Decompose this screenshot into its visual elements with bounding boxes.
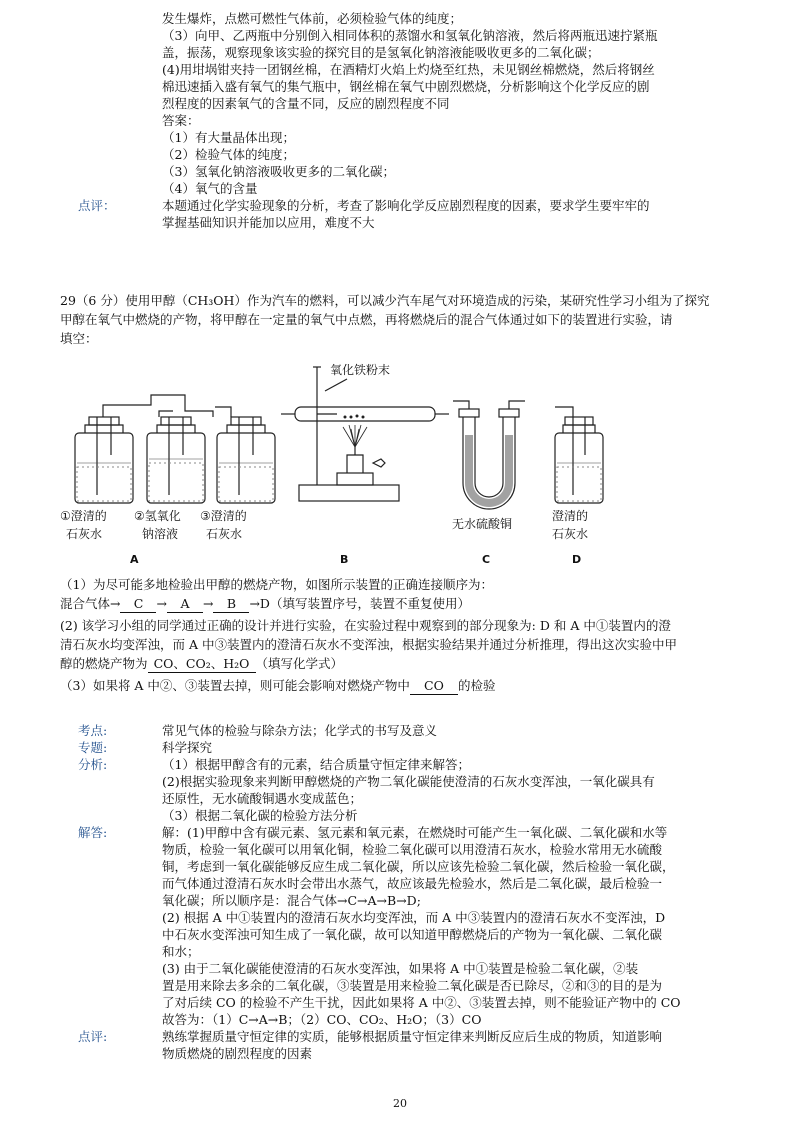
top-line-5: 棉迅速插入盛有氧气的集气瓶中，钢丝棉在氧气中剧烈燃烧，分析影响这个化学反应的剧 (162, 79, 650, 94)
q29-p1-ans1: C (120, 595, 156, 613)
jieda-line-6: (2) 根据 A 中①装置内的澄清石灰水均变浑浊，而 A 中③装置内的澄清石灰水不变浑浊，D (162, 910, 666, 925)
jieda-line-1: 解：(1)甲醇中含有碳元素、氢元素和氧元素，在燃烧时可能产生一氧化碳、二氧化碳和水等 (162, 825, 668, 840)
q29-intro-1: 29（6 分）使用甲醇（CH₃OH）作为汽车的燃料，可以减少汽车尾气对环境造成的污染，某研究性学习小组为了探究 (60, 293, 710, 308)
label-iron-oxide: 氧化铁粉末 (330, 363, 391, 377)
dianping-line-1: 熟练掌握质量守恒定律的实质，能够根据质量守恒定律来判断反应后生成的物质，知道影响 (162, 1029, 663, 1044)
label-a3: ③澄清的 (200, 509, 247, 523)
jieda-line-12: 故答为：（1）C→A→B；（2）CO、CO₂、H₂O；（3）CO (162, 1012, 482, 1027)
q29-p2-prefix: 醇的燃烧产物为 (60, 656, 148, 671)
kaodian-label: 考点: (78, 723, 108, 738)
label-a3b: 石灰水 (206, 527, 243, 541)
label-a2b: 钠溶液 (142, 527, 179, 541)
q29-p1-ans2: A (167, 595, 203, 613)
jieda-line-2: 物质，检验一氧化碳可以用氧化铜，检验二氧化碳可以用澄清石灰水，检验水常用无水硫酸 (162, 842, 663, 857)
jieda-line-3: 铜，考虑到一氧化碳能够反应生成二氧化碳，所以应该先检验二氧化碳，然后检验一氧化碳， (162, 859, 675, 874)
top-line-3: 盖，振荡，观察现象该实验的探究目的是氢氧化钠溶液能吸收更多的二氧化碳； (162, 45, 600, 60)
letter-c: C (482, 553, 491, 566)
dianping-label: 点评: (78, 1029, 108, 1044)
answer-1: （1）有大量晶体出现； (162, 130, 295, 145)
fenxi-line-4: （3）根据二氧化碳的检验方法分析 (162, 808, 358, 823)
q29-p3-line (60, 677, 495, 695)
q29-p2-line3 (60, 655, 343, 673)
fenxi-line-2: (2)根据实验现象来判断甲醇燃烧的产物二氧化碳能使澄清的石灰水变浑浊，一氧化碳具有 (162, 774, 655, 789)
q29-p1-ans3: B (213, 595, 249, 613)
jieda-line-10: 置是用来除去多余的二氧化碳，③装置是用来检验二氧化碳是否已除尽，②和③的目的是为 (162, 978, 663, 993)
jieda-line-5: 氧化碳；所以顺序是：混合气体→C→A→B→D; (162, 893, 421, 908)
fenxi-line-3: 还原性，无水硫酸铜遇水变成蓝色； (162, 791, 363, 806)
q29-p3-prefix: （3）如果将 A 中②、③装置去掉，则可能会影响对燃烧产物中 (60, 678, 410, 693)
apparatus-diagram (55, 355, 615, 575)
q29-p1-text: （1）为尽可能多地检验出甲醇的燃烧产物，如图所示装置的正确连接顺序为： (60, 577, 493, 592)
jieda-label: 解答: (78, 825, 108, 840)
letter-a: A (130, 553, 139, 566)
q29-p1-answer-line (60, 595, 470, 613)
jieda-line-11: 了对后续 CO 的检验不产生干扰，因此如果将 A 中②、③装置去掉，则不能验证产物中的 CO (162, 995, 681, 1010)
label-a1: ①澄清的 (60, 509, 107, 523)
label-c: 无水硫酸铜 (452, 517, 513, 531)
label-d2: 石灰水 (552, 527, 589, 541)
answer-3: （3）氢氧化钠溶液吸收更多的二氧化碳； (162, 164, 395, 179)
zhuanti-text: 科学探究 (162, 740, 213, 755)
kaodian-text: 常见气体的检验与除杂方法；化学式的书写及意义 (162, 723, 438, 738)
q29-intro-3: 填空： (60, 331, 98, 346)
q29-p2-line2: 清石灰水均变浑浊，而 A 中③装置内的澄清石灰水不变浑浊，根据实验结果并通过分析推理，得出这次实验中甲 (60, 637, 677, 652)
q29-p1-arrow-2: → (202, 596, 214, 611)
jieda-line-9: (3) 由于二氧化碳能使澄清的石灰水变浑浊，如果将 A 中①装置是检验二氧化碳，②装 (162, 961, 639, 976)
q29-p3-suffix: 的检验 (457, 678, 496, 693)
answer-heading: 答案： (162, 113, 200, 128)
label-a2: ②氢氧化 (134, 509, 181, 523)
top-comment-label: 点评： (78, 198, 116, 213)
label-d1: 澄清的 (552, 509, 589, 523)
jieda-line-4: 而气体通过澄清石灰水时会带出水蒸气，故应该最先检验水，然后是二氧化碳，最后检验一 (162, 876, 663, 891)
top-comment-2: 掌握基础知识并能加以应用，难度不大 (162, 215, 375, 230)
q29-p3-ans: CO (410, 677, 458, 695)
q29-intro-2: 甲醇在氧气中燃烧的产物，将甲醇在一定量的氧气中点燃，再将燃烧后的混合气体通过如下的装置进行实验，请 (60, 312, 673, 327)
fenxi-label: 分析: (78, 757, 108, 772)
q29-p1-suffix: →D（填写装置序号，装置不重复使用） (249, 596, 470, 611)
top-line-2: （3）向甲、乙两瓶中分别倒入相同体积的蒸馏水和氢氧化钠溶液，然后将两瓶迅速拧紧瓶 (162, 28, 658, 43)
dianping-line-2: 物质燃烧的剧烈程度的因素 (162, 1046, 313, 1061)
q29-p2-suffix: （填写化学式） (255, 656, 344, 671)
label-a1b: 石灰水 (66, 527, 103, 541)
q29-p1-prefix: 混合气体→ (60, 596, 121, 611)
top-line-4: (4)用坩埚钳夹持一团钢丝棉，在酒精灯火焰上灼烧至红热，未见钢丝棉燃烧，然后将钢丝 (162, 62, 655, 77)
letter-b: B (340, 553, 349, 566)
top-line-6: 烈程度的因素氧气的含量不同，反应的剧烈程度不同 (162, 96, 450, 111)
q29-p1-arrow-1: → (156, 596, 167, 611)
top-comment-1: 本题通过化学实验现象的分析，考查了影响化学反应剧烈程度的因素，要求学生要牢牢的 (162, 198, 650, 213)
fenxi-line-1: （1）根据甲醇含有的元素，结合质量守恒定律来解答； (162, 757, 470, 772)
zhuanti-label: 专题: (78, 740, 108, 755)
jieda-line-8: 和水； (162, 944, 200, 959)
q29-p2-ans: CO、CO₂、H₂O (148, 655, 256, 673)
jieda-line-7: 中石灰水变浑浊可知生成了一氧化碳，故可以知道甲醇燃烧后的产物为一氧化碳、二氧化碳 (162, 927, 663, 942)
letter-d: D (572, 553, 582, 566)
answer-2: （2）检验气体的纯度； (162, 147, 295, 162)
q29-p2-line1: (2) 该学习小组的同学通过正确的设计并进行实验，在实验过程中观察到的部分现象为: D 和 A 中①装置内的澄 (60, 618, 671, 633)
top-line-1: 发生爆炸，点燃可燃性气体前，必须检验气体的纯度； (162, 11, 463, 26)
page-number: 20 (393, 1097, 407, 1110)
answer-4: （4）氧气的含量 (162, 181, 258, 196)
